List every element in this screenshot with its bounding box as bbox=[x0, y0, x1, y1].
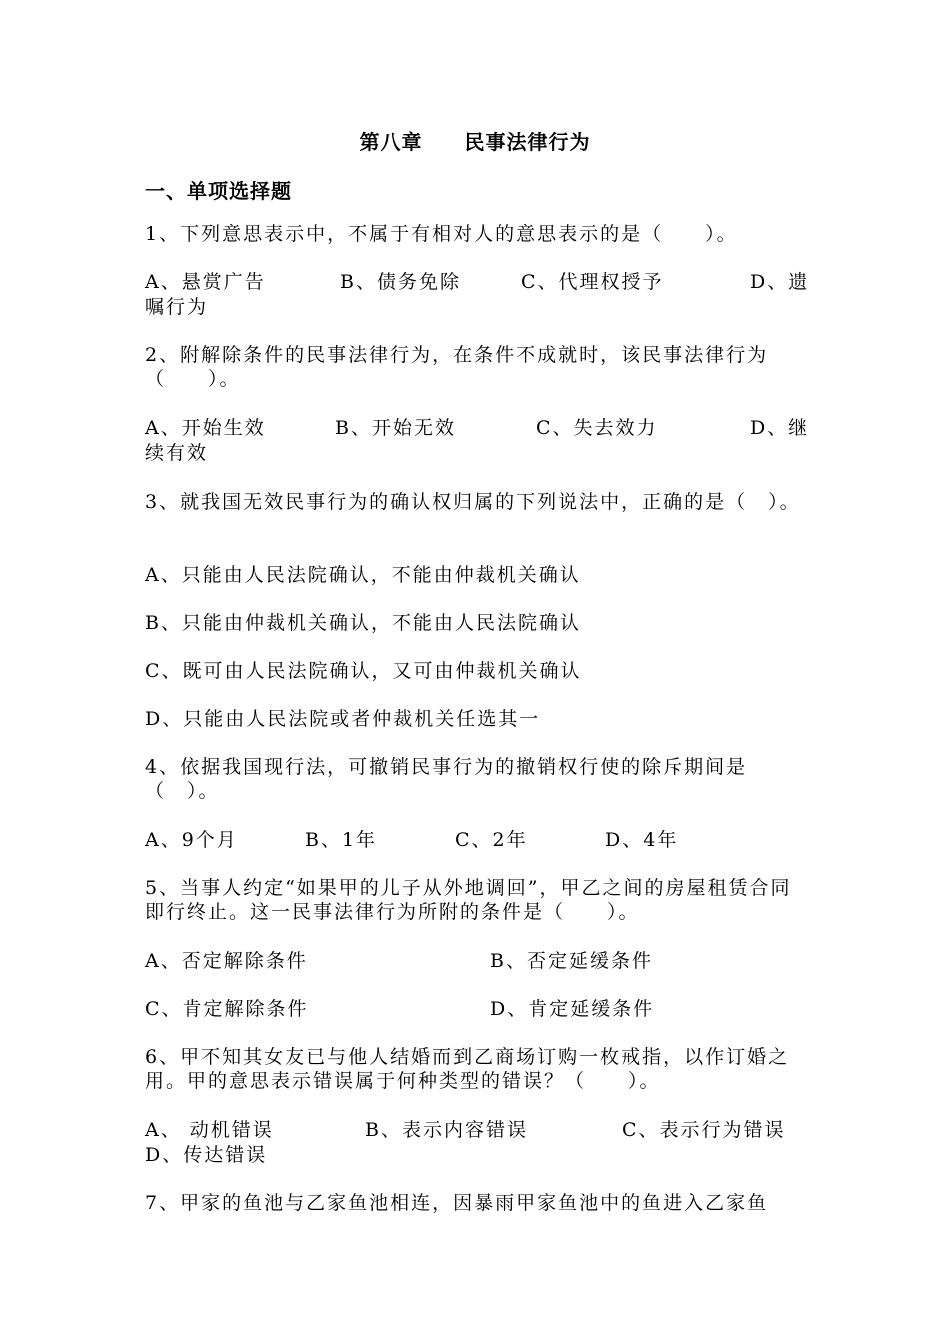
question-3-stem: 3、就我国无效民事行为的确认权归属的下列说法中，正确的是（ ）。 bbox=[145, 491, 801, 513]
q4-option-a: A、9个月 bbox=[145, 829, 238, 851]
q6-option-d: D、传达错误 bbox=[145, 1144, 268, 1166]
q2-option-b: B、开始无效 bbox=[335, 417, 456, 439]
q1-option-b: B、债务免除 bbox=[340, 271, 461, 293]
q3-option-b: B、只能由仲裁机关确认，不能由人民法院确认 bbox=[145, 612, 581, 634]
question-2-stem: 2、附解除条件的民事法律行为，在条件不成就时，该民事法律行为（ ）。 bbox=[145, 344, 769, 390]
q1-option-c: C、代理权授予 bbox=[521, 271, 664, 293]
q1-option-d: D、遗 bbox=[750, 271, 810, 293]
q6-option-b: B、表示内容错误 bbox=[365, 1119, 528, 1141]
question-6-stem: 6、甲不知其女友已与他人结婚而到乙商场订购一枚戒指，以作订婚之用。甲的意思表示错误属于何种类型的错误？（ ）。 bbox=[145, 1046, 790, 1092]
q5-option-d: D、肯定延缓条件 bbox=[490, 998, 655, 1020]
chapter-title: 第八章 民事法律行为 bbox=[359, 130, 591, 154]
question-7-stem: 7、甲家的鱼池与乙家鱼池相连，因暴雨甲家鱼池中的鱼进入乙家鱼 bbox=[145, 1192, 769, 1214]
q4-option-d: D、4年 bbox=[605, 829, 679, 851]
q6-option-a: A、 动机错误 bbox=[145, 1119, 274, 1141]
q2-option-d-cont: 续有效 bbox=[145, 442, 209, 464]
q4-option-c: C、2年 bbox=[455, 829, 528, 851]
q5-option-c: C、肯定解除条件 bbox=[145, 998, 309, 1020]
q5-option-a: A、否定解除条件 bbox=[145, 950, 308, 972]
question-4-stem: 4、依据我国现行法，可撤销民事行为的撤销权行使的除斥期间是（ ）。 bbox=[145, 756, 748, 802]
q1-option-a: A、悬赏广告 bbox=[145, 271, 266, 293]
q2-option-d: D、继 bbox=[750, 417, 810, 439]
q3-option-c: C、既可由人民法院确认，又可由仲裁机关确认 bbox=[145, 660, 582, 682]
q2-option-a: A、开始生效 bbox=[145, 417, 266, 439]
question-1-stem: 1、下列意思表示中，不属于有相对人的意思表示的是（ ）。 bbox=[145, 223, 738, 245]
section-heading: 一、单项选择题 bbox=[145, 179, 292, 203]
q4-option-b: B、1年 bbox=[305, 829, 378, 851]
q6-option-c: C、表示行为错误 bbox=[622, 1119, 786, 1141]
q3-option-a: A、只能由人民法院确认，不能由仲裁机关确认 bbox=[145, 564, 581, 586]
q5-option-b: B、否定延缓条件 bbox=[490, 950, 653, 972]
question-5-stem: 5、当事人约定“如果甲的儿子从外地调回”，甲乙之间的房屋租赁合同即行终止。这一民事法律行为所附的条件是（ ）。 bbox=[145, 877, 792, 923]
q3-option-d: D、只能由人民法院或者仲裁机关任选其一 bbox=[145, 708, 541, 730]
q1-option-d-cont: 嘱行为 bbox=[145, 296, 209, 318]
q2-option-c: C、失去效力 bbox=[536, 417, 658, 439]
